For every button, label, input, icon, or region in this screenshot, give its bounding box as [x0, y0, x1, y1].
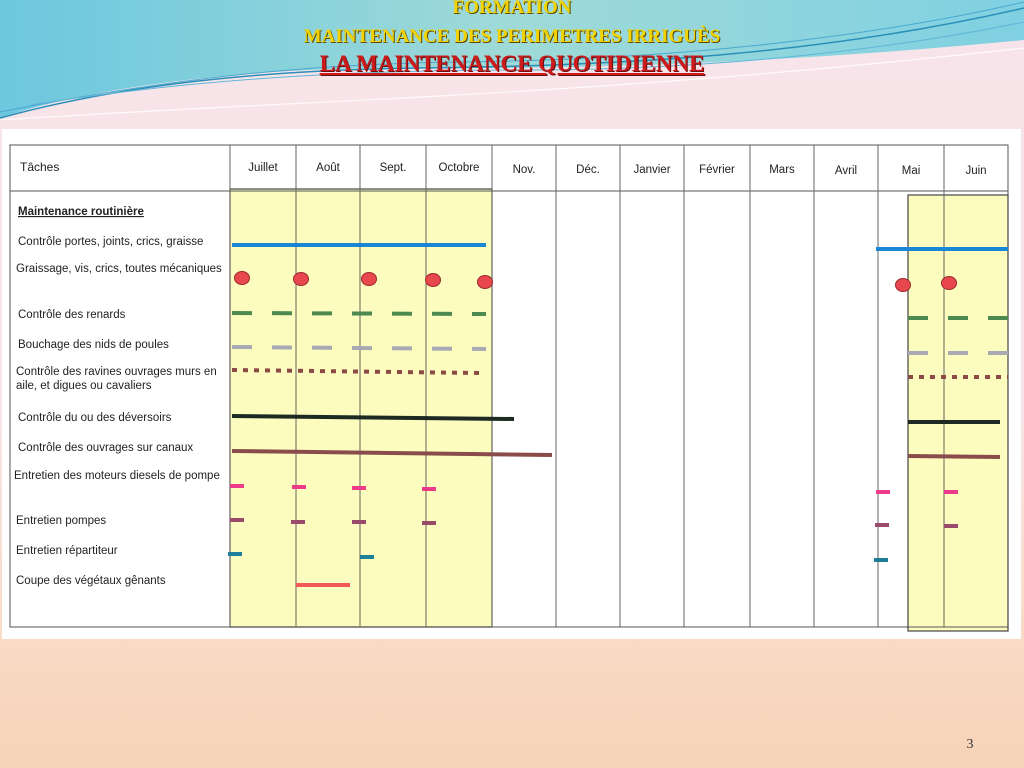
planning-panel — [2, 129, 1021, 639]
task-label-5: Contrôle des ravines ouvrages murs en aile, et digues ou cavaliers — [16, 366, 217, 392]
task-label-6: Contrôle du ou des déversoirs — [18, 412, 172, 424]
title-formation: FORMATION — [452, 0, 572, 18]
task-label-8: Entretien des moteurs diesels de pompe — [14, 470, 220, 482]
dot — [426, 274, 441, 287]
task-label-2: Graissage, vis, crics, toutes mécaniques — [16, 263, 222, 275]
section-label: Maintenance routinière — [18, 206, 144, 218]
task-label-9: Entretien pompes — [16, 515, 107, 527]
title-block — [0, 0, 1024, 78]
month-nov: Nov. — [512, 164, 536, 176]
task-label-1: Contrôle portes, joints, crics, graisse — [18, 236, 204, 248]
planning-table — [2, 129, 1021, 639]
month-avril: Avril — [834, 165, 858, 177]
bar-row7-spring — [908, 456, 1000, 457]
dot — [235, 272, 250, 285]
dot — [942, 277, 957, 290]
dot — [896, 279, 911, 292]
month-dec: Déc. — [576, 164, 600, 176]
task-label-8-wrap — [14, 469, 228, 503]
month-juin: Juin — [965, 165, 987, 177]
month-octobre: Octobre — [438, 162, 480, 174]
task-label-7: Contrôle des ouvrages sur canaux — [18, 442, 194, 454]
month-mai: Mai — [901, 165, 921, 177]
month-sept: Sept. — [379, 162, 407, 174]
month-aout: Août — [316, 162, 340, 174]
month-mars: Mars — [769, 164, 795, 176]
title-maintenance-perimetres: MAINTENANCE DES PERIMETRES IRRIGUÈS — [303, 26, 721, 47]
dot — [362, 273, 377, 286]
month-janvier: Janvier — [633, 164, 671, 176]
dot — [294, 273, 309, 286]
spring-highlight — [908, 195, 1008, 631]
task-label-5-wrap — [16, 365, 230, 399]
task-label-3: Contrôle des renards — [18, 309, 126, 321]
task-label-4: Bouchage des nids de poules — [18, 339, 169, 351]
title-maintenance-quotidienne: LA MAINTENANCE QUOTIDIENNE — [319, 51, 705, 76]
task-header: Tâches — [20, 160, 60, 174]
task-label-2-wrap — [16, 262, 228, 296]
summer-highlight — [230, 189, 492, 627]
month-juillet: Juillet — [248, 162, 278, 174]
task-label-10: Entretien répartiteur — [16, 545, 118, 557]
month-fevrier: Février — [699, 164, 735, 176]
task-label-11: Coupe des végétaux gênants — [16, 575, 166, 587]
dot — [478, 276, 493, 289]
page-number: 3 — [966, 737, 974, 752]
